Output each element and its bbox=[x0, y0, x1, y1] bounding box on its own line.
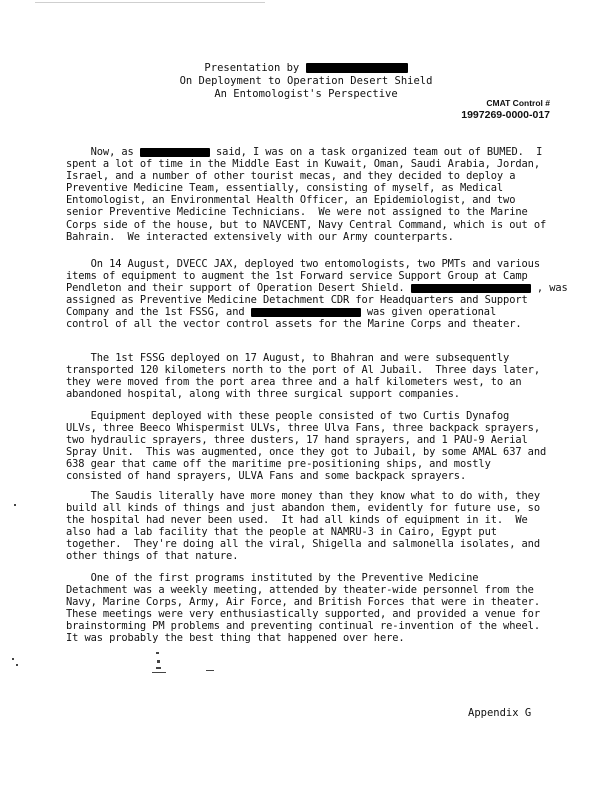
scan-speck bbox=[157, 660, 160, 663]
text-line: Now, as said, I was on a task organized team out of BUMED. I bbox=[66, 146, 543, 158]
scan-speck bbox=[156, 652, 159, 654]
text-line: 638 gear that came off the maritime pre-positioning ships, and mostly bbox=[66, 458, 491, 471]
scan-speck bbox=[12, 658, 14, 660]
control-number: 1997269-0000-017 bbox=[461, 109, 550, 121]
title-line-2: On Deployment to Operation Desert Shield bbox=[179, 75, 433, 87]
title-line-3: An Entomologist's Perspective bbox=[214, 88, 398, 100]
text-line: Company and the 1st FSSG, and was given operational bbox=[66, 306, 497, 319]
appendix-label: Appendix G bbox=[468, 707, 532, 719]
scan-speck bbox=[156, 667, 161, 669]
paragraph-1 bbox=[66, 146, 566, 243]
text-line: Bahrain. We interacted extensively with our Army counterparts. bbox=[66, 230, 454, 243]
text-line: control of all the vector control assets for the Marine Corps and theater. bbox=[66, 318, 522, 331]
paragraph-4 bbox=[66, 410, 566, 483]
text-line: consisted of hand sprayers, ULVA Fans and some backpack sprayers. bbox=[66, 470, 467, 483]
control-label: CMAT Control # bbox=[486, 98, 550, 108]
redaction-block bbox=[251, 308, 361, 317]
text-line: Spray Unit. This was augmented, once they got to Jubail, by some AMAL 637 and bbox=[66, 446, 547, 459]
text-line: brainstorming PM problems and preventing continual re-invention of the wheel. bbox=[66, 620, 540, 633]
text-line: the hospital had never been used. It had all kinds of equipment in it. We bbox=[66, 514, 528, 527]
redaction-block bbox=[140, 148, 210, 157]
text-line: ULVs, three Beeco Whispermist ULVs, three Ulva Fans, three backpack sprayers, bbox=[66, 422, 540, 435]
title-line-1 bbox=[0, 62, 612, 75]
text-line: spent a lot of time in the Middle East in Kuwait, Oman, Saudi Arabia, Jordan, bbox=[66, 158, 540, 171]
text-line: two hydraulic sprayers, three dusters, 17 hand sprayers, and 1 PAU-9 Aerial bbox=[66, 434, 528, 447]
text-line: One of the first programs instituted by the Preventive Medicine bbox=[66, 572, 479, 584]
text-line: On 14 August, DVECC JAX, deployed two entomologists, two PMTs and various bbox=[66, 258, 540, 270]
text-line: together. They're doing all the viral, Shigella and salmonella isolates, and bbox=[66, 538, 540, 551]
text-line: build all kinds of things and just abandon them, evidently for future use, so bbox=[66, 502, 540, 515]
text-line: items of equipment to augment the 1st Forward service Support Group at Camp bbox=[66, 270, 528, 283]
scan-speck bbox=[206, 670, 214, 671]
scan-speck bbox=[152, 672, 166, 673]
text-line: also had a lab facility that the people at NAMRU-3 in Cairo, Egypt put bbox=[66, 526, 497, 539]
text-line: These meetings were very enthusiastically supported, and provided a venue for bbox=[66, 608, 540, 621]
text-line: Navy, Marine Corps, Army, Air Force, and British Forces that were in theater. bbox=[66, 596, 540, 609]
text-line: Preventive Medicine Team, essentially, consisting of myself, as Medical bbox=[66, 182, 504, 195]
redaction-block bbox=[411, 284, 531, 293]
paragraph-2 bbox=[66, 258, 566, 331]
text-line: Equipment deployed with these people consisted of two Curtis Dynafog bbox=[66, 410, 510, 422]
text-line: Entomologist, an Environmental Health Officer, an Epidemiologist, and two bbox=[66, 194, 516, 207]
text-line: senior Preventive Medicine Technicians. We were not assigned to the Marine bbox=[66, 206, 528, 219]
paragraph-6 bbox=[66, 572, 566, 645]
text-line: Corps side of the house, but to NAVCENT, Navy Central Command, which is out of bbox=[66, 218, 547, 231]
text-line: assigned as Preventive Medicine Detachment CDR for Headquarters and Support bbox=[66, 294, 528, 307]
text-line: other things of that nature. bbox=[66, 550, 239, 563]
paragraph-5 bbox=[66, 490, 566, 563]
paragraph-3 bbox=[66, 352, 566, 400]
text-line: It was probably the best thing that happened over here. bbox=[66, 632, 405, 645]
text-line: Pendleton and their support of Operation Desert Shield. , was bbox=[66, 282, 568, 295]
text-line: The Saudis literally have more money than they know what to do with, they bbox=[66, 490, 540, 502]
text-line: transported 120 kilometers north to the port of Al Jubail. Three days later, bbox=[66, 364, 540, 377]
text-line: Israel, and a number of other tourist mecas, and they decided to deploy a bbox=[66, 170, 516, 183]
scan-speck bbox=[14, 504, 16, 506]
scan-edge-line bbox=[35, 2, 265, 3]
text-line: they were moved from the port area three and a half kilometers west, to an bbox=[66, 376, 522, 389]
title-presenter-label: Presentation by bbox=[204, 62, 300, 74]
text-line: abandoned hospital, along with three surgical support companies. bbox=[66, 388, 460, 401]
text-line: The 1st FSSG deployed on 17 August, to Bhahran and were subsequently bbox=[66, 352, 510, 364]
scan-speck bbox=[16, 664, 18, 666]
text-line: Detachment was a weekly meeting, attended by theater-wide personnel from the bbox=[66, 584, 534, 597]
redaction-block bbox=[306, 63, 408, 73]
